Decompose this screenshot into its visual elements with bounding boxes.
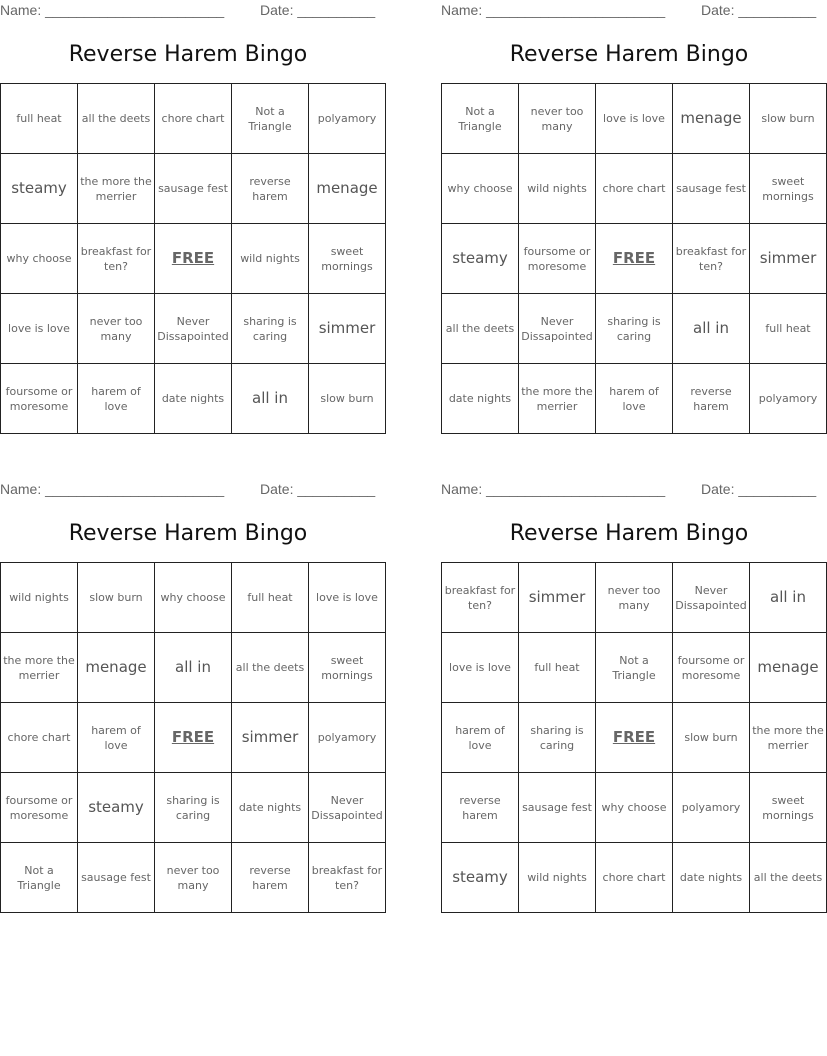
- bingo-cell: sweet mornings: [309, 633, 386, 703]
- bingo-cell: Never Dissapointed: [155, 294, 232, 364]
- grid-row: [442, 773, 827, 843]
- bingo-cell: harem of love: [442, 703, 519, 773]
- bingo-cell: foursome or moresome: [1, 773, 78, 843]
- bingo-cell: date nights: [232, 773, 309, 843]
- bingo-cell: steamy: [442, 843, 519, 913]
- bingo-cell: polyamory: [309, 703, 386, 773]
- bingo-grid: [441, 562, 827, 913]
- bingo-cell: all the deets: [232, 633, 309, 703]
- bingo-cell: why choose: [596, 773, 673, 843]
- bingo-cell: sausage fest: [155, 154, 232, 224]
- card-header: [0, 481, 376, 499]
- name-field-label: Name: _______________________: [0, 2, 225, 18]
- bingo-cell: slow burn: [309, 364, 386, 434]
- bingo-cell: steamy: [78, 773, 155, 843]
- card-title: Reverse Harem Bingo: [68, 42, 308, 67]
- bingo-cell: Never Dissapointed: [519, 294, 596, 364]
- bingo-cell: wild nights: [232, 224, 309, 294]
- bingo-cell: sweet mornings: [309, 224, 386, 294]
- bingo-cell: foursome or moresome: [1, 364, 78, 434]
- card-title: Reverse Harem Bingo: [68, 521, 308, 546]
- bingo-cell: Not a Triangle: [232, 84, 309, 154]
- bingo-cell: the more the merrier: [750, 703, 827, 773]
- grid-row: [1, 224, 386, 294]
- grid-row: [1, 154, 386, 224]
- bingo-cell: foursome or moresome: [673, 633, 750, 703]
- bingo-cell: breakfast for ten?: [309, 843, 386, 913]
- bingo-cell: date nights: [155, 364, 232, 434]
- bingo-cell: never too many: [155, 843, 232, 913]
- card-header: [0, 2, 376, 20]
- bingo-cell: sharing is caring: [232, 294, 309, 364]
- name-field-label: Name: _______________________: [441, 2, 666, 18]
- bingo-cell: full heat: [232, 563, 309, 633]
- bingo-cell: why choose: [1, 224, 78, 294]
- bingo-cell: Never Dissapointed: [309, 773, 386, 843]
- bingo-cell: all in: [750, 563, 827, 633]
- bingo-cell: full heat: [519, 633, 596, 703]
- bingo-cell: date nights: [673, 843, 750, 913]
- bingo-cell: the more the merrier: [1, 633, 78, 703]
- bingo-cell: harem of love: [78, 364, 155, 434]
- bingo-cell: breakfast for ten?: [78, 224, 155, 294]
- bingo-card-4: [441, 479, 824, 915]
- bingo-cell: chore chart: [596, 154, 673, 224]
- bingo-cell: sharing is caring: [519, 703, 596, 773]
- grid-row: [1, 563, 386, 633]
- bingo-cell: full heat: [750, 294, 827, 364]
- bingo-cell: breakfast for ten?: [442, 563, 519, 633]
- bingo-cell: all in: [673, 294, 750, 364]
- grid-row: [442, 154, 827, 224]
- bingo-cell: polyamory: [673, 773, 750, 843]
- bingo-cell: sweet mornings: [750, 154, 827, 224]
- bingo-grid: [0, 83, 386, 434]
- date-field-label: Date: __________: [260, 2, 376, 18]
- bingo-cell: harem of love: [78, 703, 155, 773]
- bingo-cell: sharing is caring: [155, 773, 232, 843]
- bingo-cell: all in: [155, 633, 232, 703]
- grid-row: [442, 224, 827, 294]
- bingo-cell: chore chart: [155, 84, 232, 154]
- grid-row: [1, 364, 386, 434]
- bingo-cell: the more the merrier: [519, 364, 596, 434]
- card-title: Reverse Harem Bingo: [509, 42, 749, 67]
- bingo-cell: never too many: [78, 294, 155, 364]
- bingo-cell: menage: [309, 154, 386, 224]
- bingo-cell: never too many: [596, 563, 673, 633]
- bingo-cell: never too many: [519, 84, 596, 154]
- date-field-label: Date: __________: [260, 481, 376, 497]
- bingo-cell: wild nights: [519, 154, 596, 224]
- bingo-cell: all the deets: [750, 843, 827, 913]
- bingo-cell: all in: [232, 364, 309, 434]
- date-field-label: Date: __________: [701, 481, 817, 497]
- free-space-cell: FREE: [155, 703, 232, 773]
- bingo-cell: sausage fest: [673, 154, 750, 224]
- bingo-cell: slow burn: [78, 563, 155, 633]
- bingo-grid: [0, 562, 386, 913]
- bingo-cell: Not a Triangle: [596, 633, 673, 703]
- bingo-cell: why choose: [155, 563, 232, 633]
- grid-row: [442, 563, 827, 633]
- name-field-label: Name: _______________________: [441, 481, 666, 497]
- card-title: Reverse Harem Bingo: [509, 521, 749, 546]
- bingo-cell: menage: [78, 633, 155, 703]
- bingo-cell: sausage fest: [519, 773, 596, 843]
- free-space-cell: FREE: [596, 703, 673, 773]
- grid-row: [442, 633, 827, 703]
- bingo-cell: slow burn: [673, 703, 750, 773]
- bingo-cell: Not a Triangle: [1, 843, 78, 913]
- bingo-cell: love is love: [596, 84, 673, 154]
- bingo-cell: reverse harem: [232, 154, 309, 224]
- bingo-cell: reverse harem: [442, 773, 519, 843]
- bingo-cell: love is love: [309, 563, 386, 633]
- bingo-cell: simmer: [232, 703, 309, 773]
- bingo-cell: sharing is caring: [596, 294, 673, 364]
- bingo-cell: wild nights: [519, 843, 596, 913]
- bingo-cell: sweet mornings: [750, 773, 827, 843]
- bingo-cell: breakfast for ten?: [673, 224, 750, 294]
- grid-row: [442, 364, 827, 434]
- bingo-card-1: [0, 0, 376, 436]
- bingo-cell: why choose: [442, 154, 519, 224]
- date-field-label: Date: __________: [701, 2, 817, 18]
- bingo-cell: Never Dissapointed: [673, 563, 750, 633]
- bingo-cell: chore chart: [1, 703, 78, 773]
- card-header: [441, 481, 817, 499]
- grid-row: [1, 773, 386, 843]
- grid-row: [442, 294, 827, 364]
- bingo-cell: the more the merrier: [78, 154, 155, 224]
- grid-row: [1, 84, 386, 154]
- grid-row: [442, 84, 827, 154]
- bingo-cell: reverse harem: [232, 843, 309, 913]
- bingo-cell: slow burn: [750, 84, 827, 154]
- bingo-cell: simmer: [309, 294, 386, 364]
- grid-row: [1, 294, 386, 364]
- bingo-cell: wild nights: [1, 563, 78, 633]
- bingo-cell: simmer: [519, 563, 596, 633]
- grid-row: [1, 843, 386, 913]
- bingo-cell: polyamory: [309, 84, 386, 154]
- bingo-card-3: [0, 479, 383, 915]
- bingo-cell: polyamory: [750, 364, 827, 434]
- grid-row: [1, 703, 386, 773]
- bingo-card-2: [441, 0, 817, 436]
- bingo-cell: chore chart: [596, 843, 673, 913]
- grid-row: [1, 633, 386, 703]
- bingo-cell: foursome or moresome: [519, 224, 596, 294]
- bingo-cell: date nights: [442, 364, 519, 434]
- bingo-cell: sausage fest: [78, 843, 155, 913]
- bingo-grid: [441, 83, 827, 434]
- bingo-cell: all the deets: [442, 294, 519, 364]
- bingo-cell: Not a Triangle: [442, 84, 519, 154]
- bingo-cell: love is love: [442, 633, 519, 703]
- free-space-cell: FREE: [155, 224, 232, 294]
- bingo-cell: menage: [750, 633, 827, 703]
- grid-row: [442, 843, 827, 913]
- name-field-label: Name: _______________________: [0, 481, 225, 497]
- bingo-cell: all the deets: [78, 84, 155, 154]
- bingo-cell: simmer: [750, 224, 827, 294]
- bingo-cell: menage: [673, 84, 750, 154]
- bingo-cell: steamy: [442, 224, 519, 294]
- bingo-cell: full heat: [1, 84, 78, 154]
- bingo-cell: harem of love: [596, 364, 673, 434]
- bingo-cell: love is love: [1, 294, 78, 364]
- free-space-cell: FREE: [596, 224, 673, 294]
- bingo-cell: reverse harem: [673, 364, 750, 434]
- card-header: [441, 2, 817, 20]
- bingo-cell: steamy: [1, 154, 78, 224]
- grid-row: [442, 703, 827, 773]
